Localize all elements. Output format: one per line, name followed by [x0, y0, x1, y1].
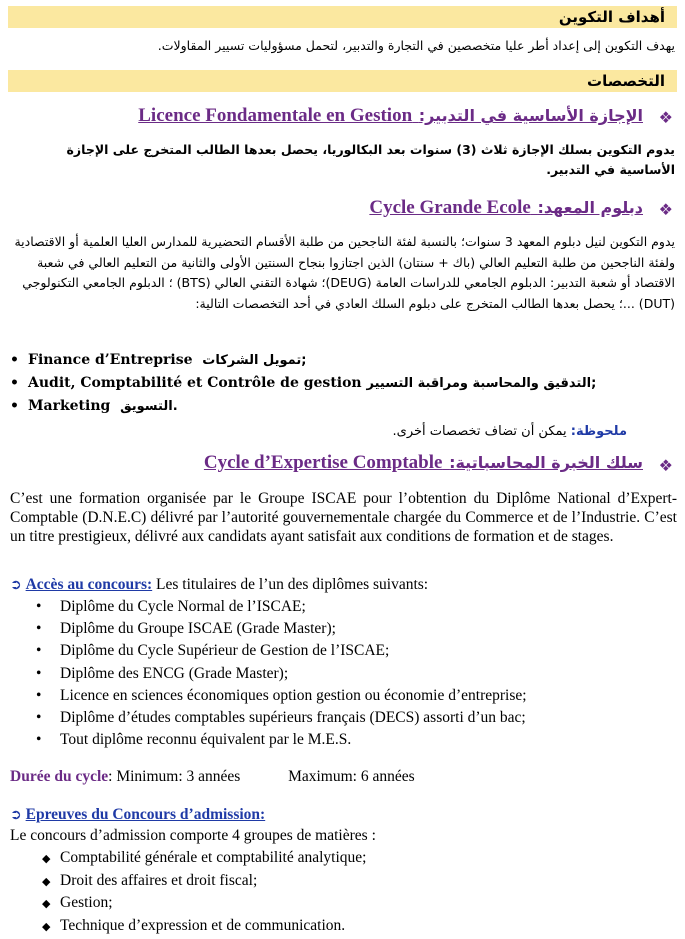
expertise-heading-ar: سلك الخبرة المحاسباتية:: [449, 453, 643, 472]
epreuves-intro: Le concours d’admission comporte 4 groupes de matières :: [10, 827, 376, 844]
note-label: ملحوظة:: [570, 424, 627, 439]
objectifs-text: يهدف التكوين إلى إعداد أطر عليا متخصصين في التجارة والتدبير، لتحمل مسؤوليات تسيير المقاولات.: [157, 38, 675, 53]
acces-line: [10, 576, 428, 594]
arrow-right-icon: ➲: [10, 577, 22, 593]
diamond-bullet-icon: ❖: [658, 108, 673, 127]
grande-ecole-heading: [369, 196, 643, 219]
licence-heading: [138, 104, 643, 127]
duree-min: : Minimum: 3 années: [108, 768, 241, 785]
grande-ecole-heading-fr: Cycle Grande Ecole: [369, 197, 531, 218]
expertise-heading-fr: Cycle d’Expertise Comptable: [203, 452, 443, 473]
note-text: يمكن أن تضاف تخصصات أخرى.: [392, 424, 567, 439]
list-item: • Licence en sciences économiques option gestion ou économie d’entreprise;: [36, 686, 527, 704]
specialty-bullet-finance: • Finance d’Entreprise تمويل الشركات;: [10, 352, 307, 368]
epreuves-line: [10, 806, 265, 824]
list-item: • Tout diplôme reconnu équivalent par le M.E.S.: [36, 731, 352, 749]
arrow-right-icon: ➲: [10, 807, 22, 823]
licence-heading-fr: Licence Fondamentale en Gestion: [138, 105, 413, 126]
expertise-text: C’est une formation organisée par le Groupe ISCAE pour l’obtention du Diplôme National d’Expert-Comptable (D.N.E.C) délivré par l’autorité gouvernementale chargée du Commerce et de l’Industrie. C’est un titre prestigieux, délivré aux candidats ayant satisfait aux conditions de formation et de stages.: [10, 490, 677, 545]
duree-line: [10, 768, 415, 786]
list-item: • Diplôme du Groupe ISCAE (Grade Master);: [36, 620, 336, 638]
diplomes-list: [36, 598, 527, 753]
list-item: ◆ Technique d’expression et de communication.: [42, 916, 346, 934]
list-item: • Diplôme d’études comptables supérieurs français (DECS) assorti d’un bac;: [36, 708, 526, 726]
section-band-specialites: [8, 70, 677, 92]
list-item: • Diplôme du Cycle Normal de l’ISCAE;: [36, 598, 306, 615]
section-title-objectifs: أهداف التكوين: [558, 8, 665, 26]
duree-max: Maximum: 6 années: [288, 768, 415, 785]
matieres-list: [42, 849, 366, 939]
diamond-bullet-icon: ❖: [658, 200, 673, 219]
note: [393, 424, 627, 439]
section-band-objectifs: [8, 6, 677, 28]
acces-text: Les titulaires de l’un des diplômes suivants:: [152, 576, 429, 593]
diamond-bullet-icon: ❖: [658, 456, 673, 475]
section-title-specialites: التخصصات: [587, 72, 665, 90]
specialty-bullet-marketing: • Marketing التسويق.: [10, 398, 178, 414]
expertise-heading: [204, 451, 643, 474]
licence-text: يدوم التكوين بسلك الإجازة ثلاث (3) سنوات بعد البكالوريا، يحصل بعدها الطالب المتخرج على الإجازة الأساسية في التدبير.: [66, 142, 675, 177]
grande-ecole-text: يدوم التكوين لنيل دبلوم المعهد 3 سنوات؛ بالنسبة لفئة الناجحين من طلبة الأقسام التحضيرية للمدارس العليا العلمية أو الاقتصادية ولفئة الناجحين من طلبة التعليم العالي (باك + سنتان) الذين اجتازوا بنجاح السنتين الأولى والثانية من التعليم العالي في شعبة الاقتصاد أو شعبة التدبير: الدبلوم الجامعي للدراسات العامة (DEUG)؛ شهادة التقني العالي (BTS) ؛ الدبلوم الجامعي التكنولوجي (DUT) ...؛ يحصل بعدها الطالب المتخرج على دبلوم السلك العادي في أحد التخصصات التالية:: [14, 234, 675, 311]
list-item: ◆ Gestion;: [42, 894, 113, 911]
list-item: • Diplôme des ENCG (Grade Master);: [36, 664, 289, 682]
epreuves-label: Epreuves du Concours d’admission:: [25, 806, 266, 823]
grande-ecole-heading-ar: دبلوم المعهد:: [537, 198, 643, 217]
duree-label: Durée du cycle: [10, 768, 109, 785]
specialty-bullet-audit: • Audit, Comptabilité et Contrôle de gestion التدقيق والمحاسبة ومراقبة التسيير;: [10, 375, 597, 391]
list-item: • Diplôme du Cycle Supérieur de Gestion de l’ISCAE;: [36, 642, 390, 660]
list-item: ◆ Droit des affaires et droit fiscal;: [42, 871, 258, 889]
acces-label: Accès au concours:: [25, 576, 153, 593]
licence-heading-ar: الإجازة الأساسية في التدبير:: [418, 106, 643, 125]
list-item: ◆ Comptabilité générale et comptabilité analytique;: [42, 849, 367, 866]
